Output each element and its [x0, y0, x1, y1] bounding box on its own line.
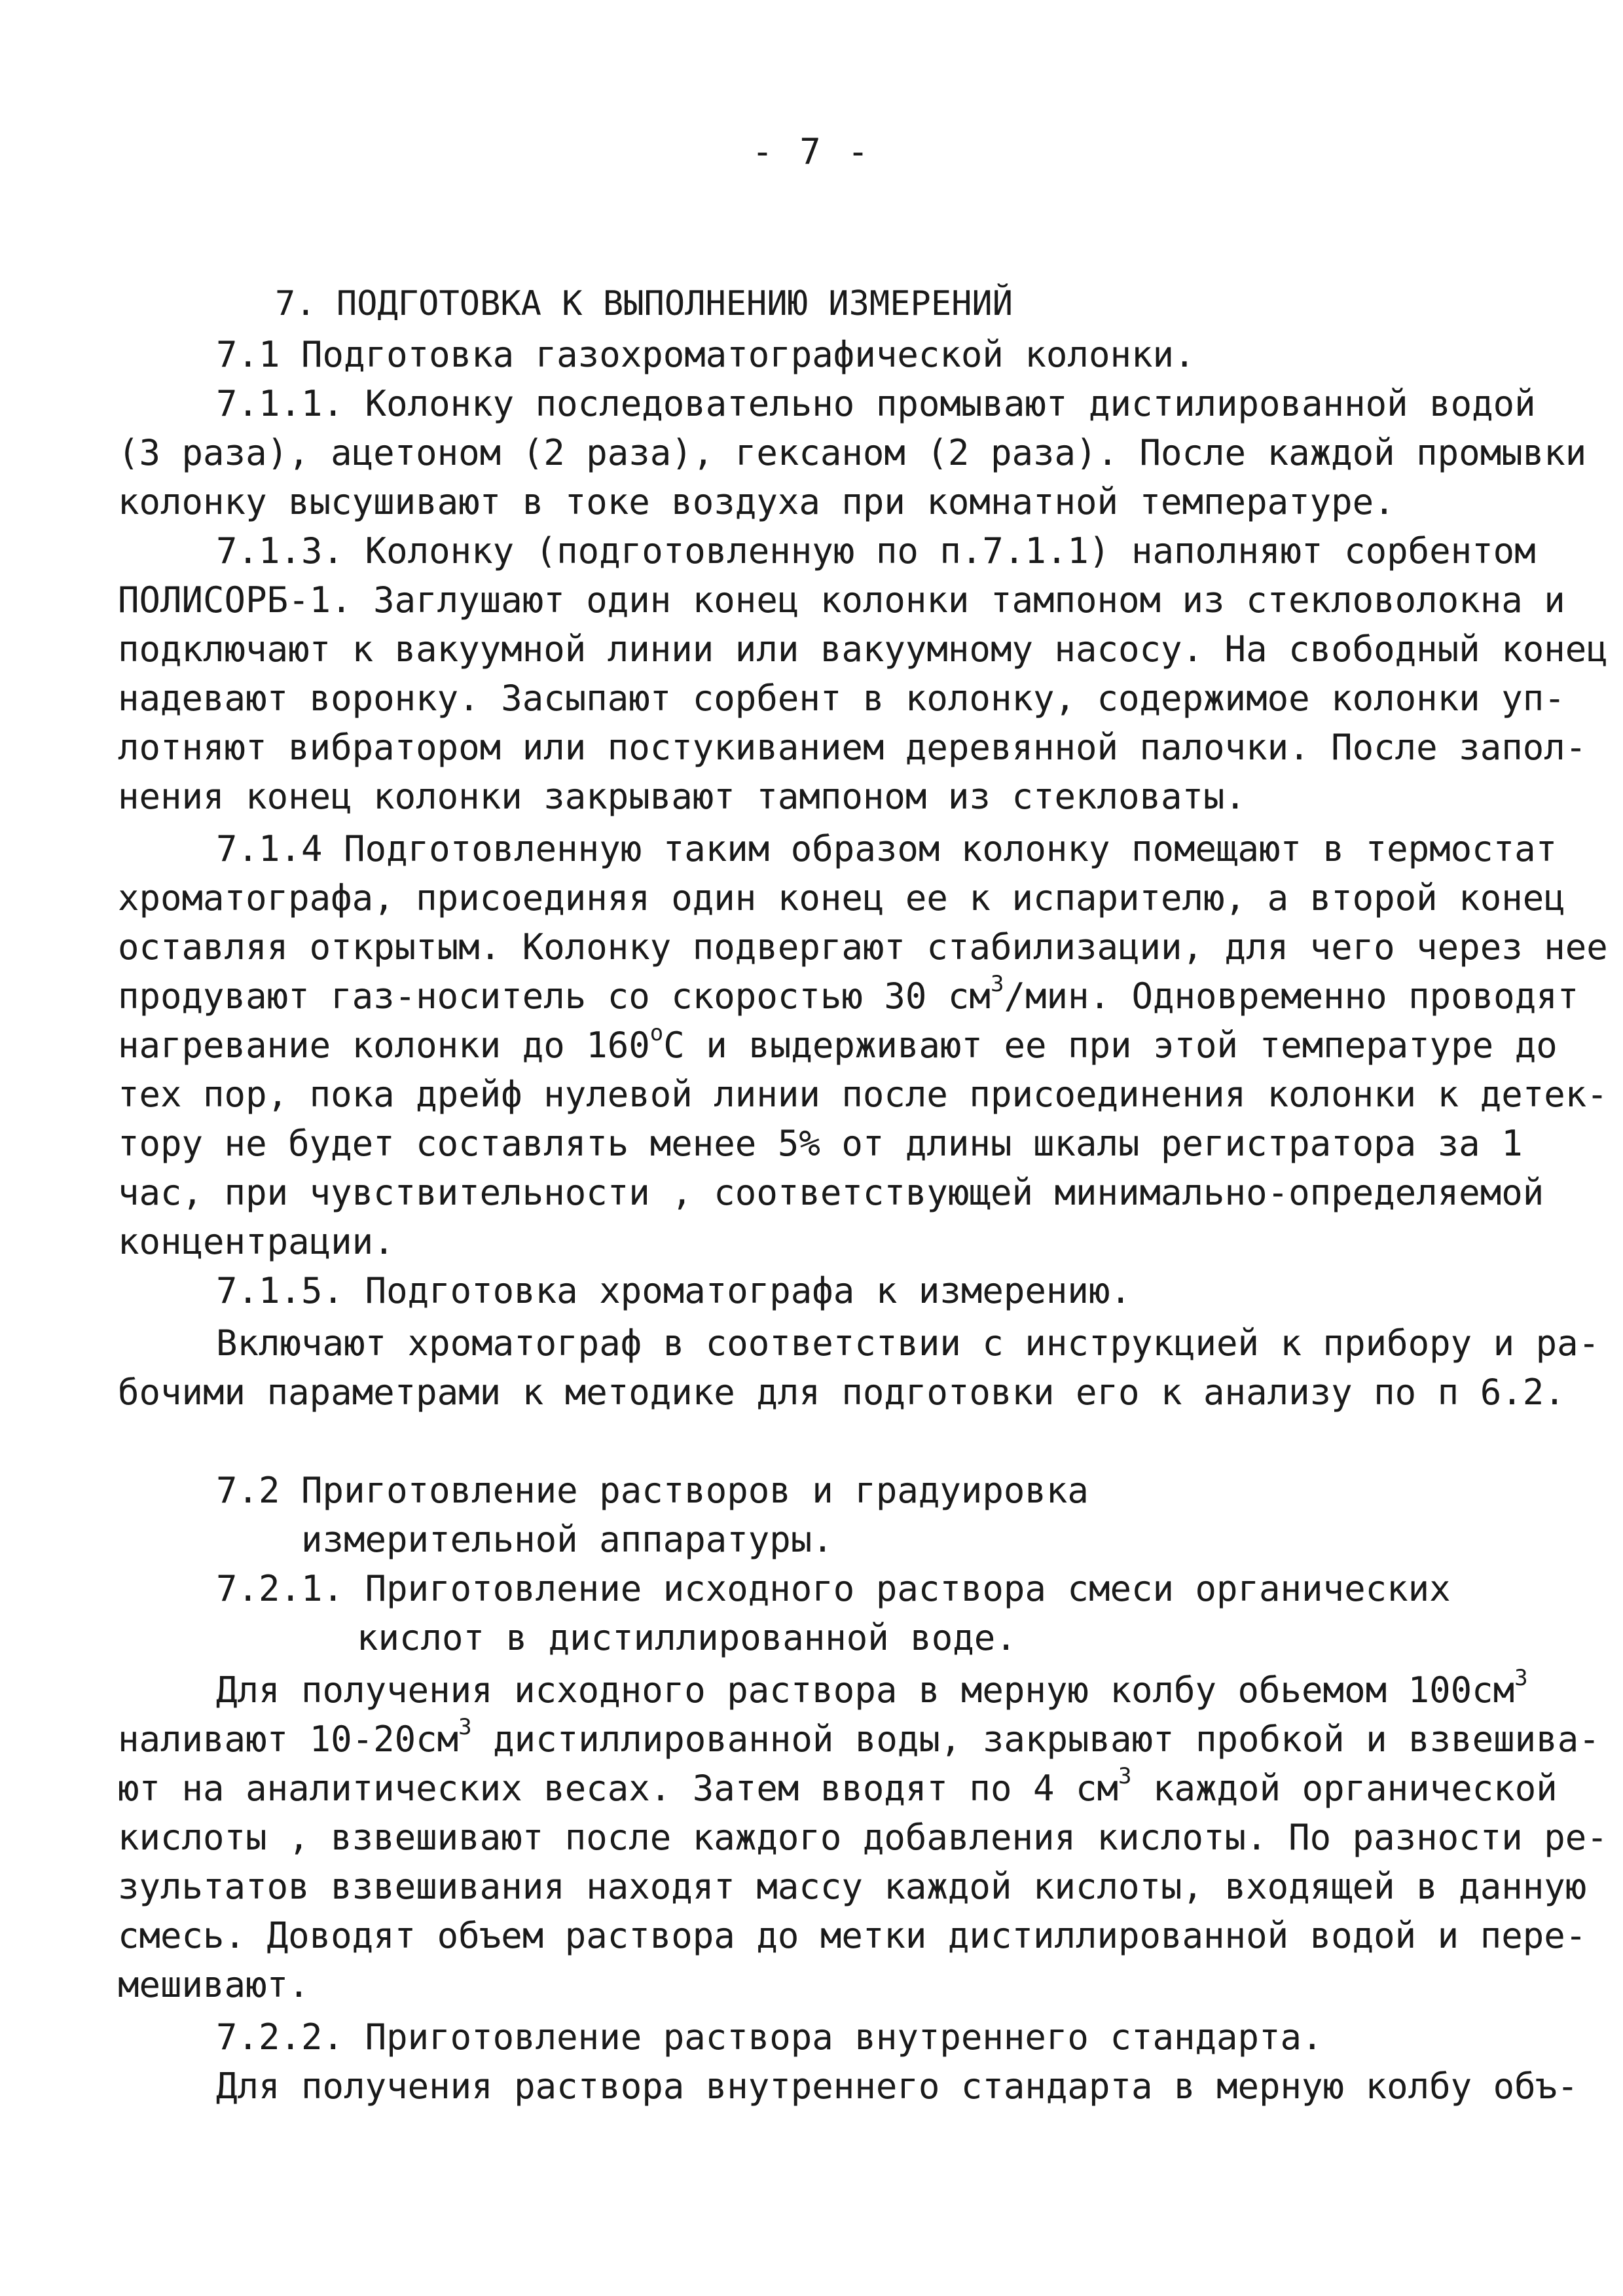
paragraph-line: 7.1.3. Колонку (подготовленную по п.7.1.1) наполняют сорбентом	[216, 530, 1536, 572]
paragraph-line: концентрации.	[118, 1221, 395, 1262]
page-number: - 7 -	[752, 131, 871, 172]
subsection-title-7-2-1: 7.2.1. Приготовление исходного раствора смеси органических	[216, 1568, 1451, 1609]
text-fragment: нагревание колонки до 160	[118, 1025, 650, 1066]
paragraph-line: Включают хроматограф в соответствии с инструкцией к прибору и ра-	[216, 1322, 1600, 1364]
paragraph-line: надевают воронку. Засыпают сорбент в колонку, содержимое колонки уп-	[118, 678, 1565, 719]
paragraph-line-with-superscript	[118, 1020, 1558, 1066]
paragraph-line: оставляя открытым. Колонку подвергают стабилизации, для чего через нее	[118, 926, 1608, 968]
text-fragment: С и выдерживают ее при этой температуре до	[663, 1025, 1558, 1066]
paragraph-line: (3 раза), ацетоном (2 раза), гексаном (2 раза). После каждой промывки	[118, 432, 1587, 473]
paragraph-line: подключают к вакуумной линии или вакуумному насосу. На свободный конец	[118, 629, 1608, 670]
paragraph-line: бочими параметрами к методике для подготовки его к анализу по п 6.2.	[118, 1372, 1565, 1413]
paragraph-line: нения конец колонки закрывают тампоном из стекловаты.	[118, 776, 1247, 817]
text-fragment: ют на аналитических весах. Затем вводят по 4 см	[118, 1768, 1119, 1809]
subsection-title-7-2-1-cont: кислот в дистиллированной воде.	[357, 1617, 1017, 1658]
paragraph-line: Для получения раствора внутреннего стандарта в мерную колбу объ-	[216, 2066, 1578, 2107]
text-fragment: наливают 10-20см	[118, 1719, 459, 1760]
text-fragment: /мин. Одновременно проводят	[1004, 975, 1579, 1017]
superscript: 3	[1514, 1665, 1528, 1691]
subsection-title-7-1-5: 7.1.5. Подготовка хроматографа к измерению.	[216, 1270, 1131, 1311]
subsection-title-7-2: 7.2 Приготовление растворов и градуировка	[216, 1470, 1089, 1511]
superscript: 3	[1118, 1763, 1132, 1789]
paragraph-line: лотняют вибратором или постукиванием деревянной палочки. После запол-	[118, 727, 1587, 768]
paragraph-line: ПОЛИСОРБ-1. Заглушают один конец колонки тампоном из стекловолокна и	[118, 579, 1565, 621]
paragraph-line: час, при чувствительности , соответствующей минимально-определяемой	[118, 1172, 1544, 1213]
paragraph-line: 7.1.1. Колонку последовательно промывают дистилированной водой	[216, 383, 1536, 424]
superscript: 3	[990, 971, 1004, 997]
paragraph-line-with-superscript	[118, 971, 1579, 1017]
subsection-title-7-1: 7.1 Подготовка газохроматографической колонки.	[216, 334, 1195, 375]
superscript: 3	[458, 1714, 472, 1740]
text-fragment: Для получения исходного раствора в мерную колбу обьемом 100см	[216, 1669, 1515, 1711]
text-fragment: дистиллированной воды, закрывают пробкой и взвешива-	[471, 1719, 1600, 1760]
text-fragment: продувают газ-носитель со скоростью 30 см	[118, 975, 991, 1017]
subsection-title-7-2-cont: измерительной аппаратуры.	[301, 1519, 833, 1560]
section-title: 7. ПОДГОТОВКА К ВЫПОЛНЕНИЮ ИЗМЕРЕНИЙ	[275, 284, 1013, 323]
paragraph-line: смесь. Доводят объем раствора до метки дистиллированной водой и пере-	[118, 1915, 1587, 1956]
paragraph-line: зультатов взвешивания находят массу каждой кислоты, входящей в данную	[118, 1866, 1587, 1907]
text-fragment: каждой органической	[1131, 1768, 1558, 1809]
subsection-title-7-2-2: 7.2.2. Приготовление раствора внутреннего стандарта.	[216, 2016, 1323, 2058]
paragraph-line-with-superscript	[118, 1714, 1600, 1760]
paragraph-line: мешивают.	[118, 1964, 310, 2005]
paragraph-line: 7.1.4 Подготовленную таким образом колонку помещают в термостат	[216, 828, 1558, 869]
degree-superscript: о	[649, 1020, 664, 1046]
paragraph-line: кислоты , взвешивают после каждого добавления кислоты. По разности ре-	[118, 1817, 1608, 1858]
paragraph-line-with-superscript	[216, 1665, 1528, 1711]
paragraph-line: хроматографа, присоединяя один конец ее к испарителю, а второй конец	[118, 877, 1565, 919]
paragraph-line: тех пор, пока дрейф нулевой линии после присоединения колонки к детек-	[118, 1074, 1608, 1115]
paragraph-line-with-superscript	[118, 1763, 1558, 1810]
paragraph-line: тору не будет составлять менее 5% от длины шкалы регистратора за 1	[118, 1123, 1523, 1164]
paragraph-line: колонку высушивают в токе воздуха при комнатной температуре.	[118, 481, 1395, 522]
